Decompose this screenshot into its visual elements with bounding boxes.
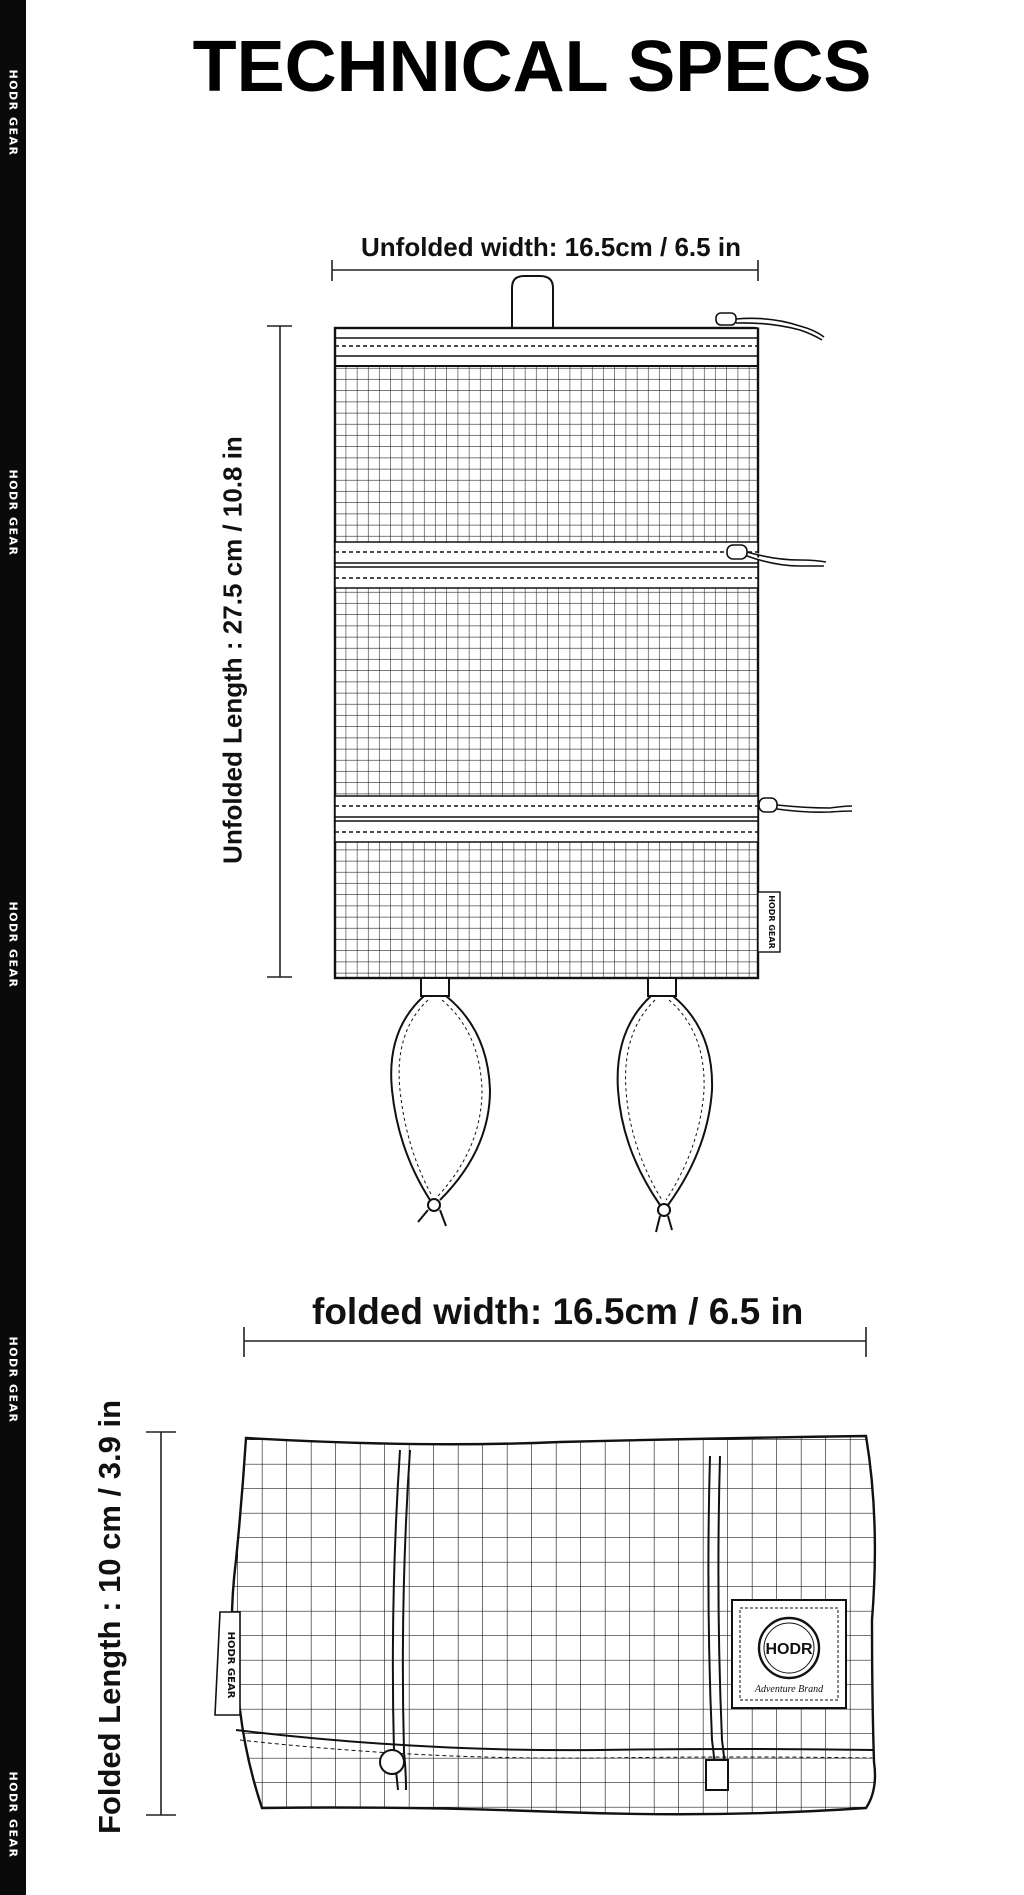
unfolded-pouch-illustration: [335, 276, 852, 1232]
patch-logo-text: HODR: [765, 1641, 813, 1658]
folded-pouch-illustration: [215, 1436, 875, 1814]
unfolded-length-dimension: [267, 326, 292, 977]
folded-length-dimension: [146, 1432, 176, 1815]
side-tag: [215, 1612, 240, 1715]
side-brand-text: HODR GEAR: [6, 1336, 20, 1424]
side-brand-text: HODR GEAR: [6, 469, 20, 557]
folded-length-label: Folded Length : 10 cm / 3.9 in: [92, 1399, 127, 1835]
folded-width-dimension: [244, 1327, 866, 1357]
unfolded-length-label: Unfolded Length : 27.5 cm / 10.8 in: [217, 436, 248, 864]
brand-tag-text: HODR GEAR: [767, 895, 776, 949]
patch-subtext: Adventure Brand: [754, 1684, 824, 1695]
cord-loop: [391, 978, 490, 1226]
unfolded-width-label: Unfolded width: 16.5cm / 6.5 in: [361, 232, 741, 262]
folded-width-label: folded width: 16.5cm / 6.5 in: [312, 1291, 804, 1332]
brand-tag: [758, 892, 780, 952]
side-brand-text: HODR GEAR: [6, 901, 20, 989]
page-title: TECHNICAL SPECS: [192, 27, 872, 107]
cord-loop: [618, 978, 712, 1232]
brand-patch: [732, 1600, 846, 1708]
side-brand-text: HODR GEAR: [6, 1771, 20, 1859]
side-tag-text: HODR GEAR: [225, 1631, 236, 1699]
side-brand-text: HODR GEAR: [6, 69, 20, 157]
